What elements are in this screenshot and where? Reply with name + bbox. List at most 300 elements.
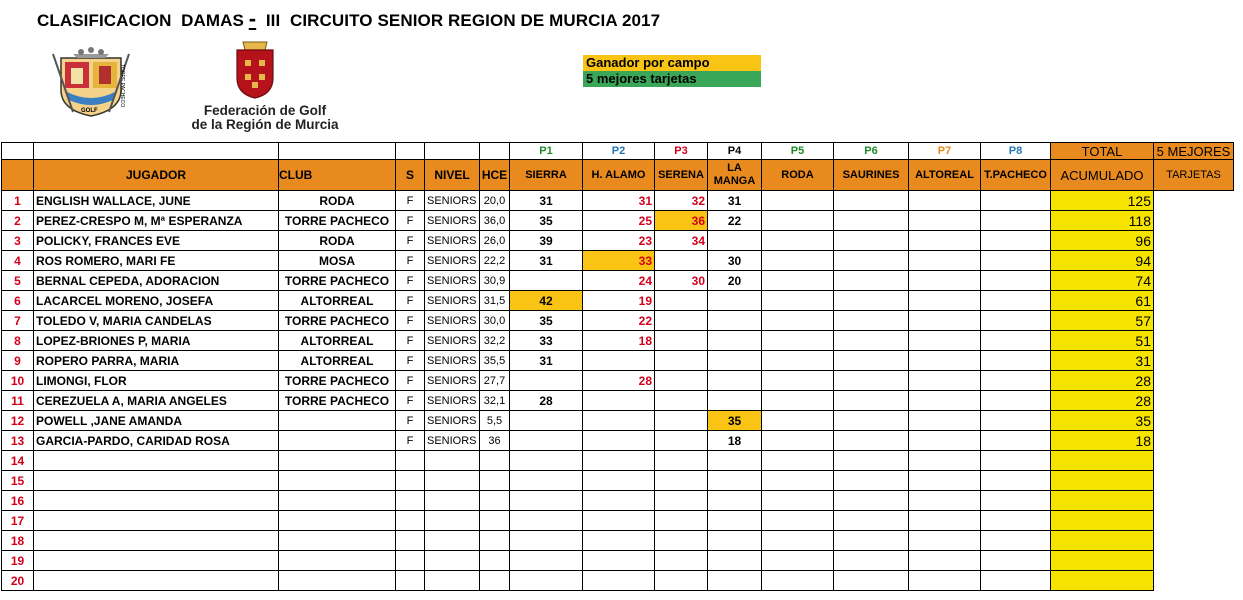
- header-blank-cell: [425, 143, 480, 160]
- score-cell: [981, 211, 1051, 231]
- jugador-header: JUGADOR: [34, 160, 279, 191]
- score-cell: [981, 471, 1051, 491]
- legend: [583, 55, 761, 87]
- total-cell: [1051, 451, 1154, 471]
- score-cell: [762, 351, 834, 371]
- course-header-7: ALTOREAL: [909, 160, 981, 191]
- row-number: 19: [2, 551, 34, 571]
- hce-header: HCE: [480, 160, 510, 191]
- score-cell: 33: [510, 331, 583, 351]
- course-header-3: SERENA: [655, 160, 708, 191]
- course-header-5: RODA: [762, 160, 834, 191]
- score-cell: 31: [583, 191, 655, 211]
- table-row: [2, 331, 1234, 351]
- header-blank-cell: [34, 143, 279, 160]
- best-cards-header: 5 MEJORES: [1154, 143, 1234, 160]
- player-level: SENIORS: [425, 291, 480, 311]
- score-cell: [655, 571, 708, 591]
- score-cell: [583, 531, 655, 551]
- score-cell: [655, 451, 708, 471]
- player-club: TORRE PACHECO: [279, 391, 396, 411]
- player-level: SENIORS: [425, 391, 480, 411]
- score-cell: [981, 191, 1051, 211]
- score-cell: [583, 511, 655, 531]
- score-cell: 42: [510, 291, 583, 311]
- row-number: 8: [2, 331, 34, 351]
- round-label-6: P6: [834, 143, 909, 160]
- round-label-1: P1: [510, 143, 583, 160]
- best-cards-cell: [1154, 191, 1234, 211]
- table-row: [2, 451, 1234, 471]
- header-blank-cell: [480, 143, 510, 160]
- score-cell: [834, 311, 909, 331]
- table-row: [2, 391, 1234, 411]
- score-cell: 22: [708, 211, 762, 231]
- score-cell: [834, 231, 909, 251]
- score-cell: [655, 491, 708, 511]
- score-cell: [981, 311, 1051, 331]
- score-cell: [708, 571, 762, 591]
- score-cell: [708, 491, 762, 511]
- score-cell: [762, 271, 834, 291]
- best-cards-cell: [1154, 511, 1234, 531]
- score-cell: [981, 551, 1051, 571]
- player-name: LACARCEL MORENO, JOSEFA: [34, 291, 279, 311]
- player-handicap: [480, 471, 510, 491]
- player-club: MOSA: [279, 251, 396, 271]
- score-cell: 31: [510, 351, 583, 371]
- score-cell: [981, 371, 1051, 391]
- row-number: 10: [2, 371, 34, 391]
- player-name: [34, 511, 279, 531]
- player-club: [279, 471, 396, 491]
- round-label-4: P4: [708, 143, 762, 160]
- score-cell: [762, 331, 834, 351]
- table-row: [2, 291, 1234, 311]
- score-cell: [655, 551, 708, 571]
- row-number: 9: [2, 351, 34, 371]
- score-cell: [834, 391, 909, 411]
- federation-logo: [185, 38, 345, 133]
- best-cards-cell: [1154, 271, 1234, 291]
- score-cell: [909, 331, 981, 351]
- player-name: [34, 451, 279, 471]
- player-handicap: 32,1: [480, 391, 510, 411]
- score-cell: [909, 571, 981, 591]
- table-row: [2, 411, 1234, 431]
- total-cell: 28: [1051, 371, 1154, 391]
- row-number: 20: [2, 571, 34, 591]
- player-name: ROS ROMERO, MARI FE: [34, 251, 279, 271]
- row-number: 13: [2, 431, 34, 451]
- score-cell: [762, 491, 834, 511]
- table-row: [2, 531, 1234, 551]
- score-cell: [981, 531, 1051, 551]
- table-row: [2, 571, 1234, 591]
- player-level: SENIORS: [425, 411, 480, 431]
- course-header-2: H. ALAMO: [583, 160, 655, 191]
- score-cell: [655, 371, 708, 391]
- score-cell: [909, 291, 981, 311]
- header-blank-cell: [279, 143, 396, 160]
- total-cell: [1051, 531, 1154, 551]
- score-cell: [834, 551, 909, 571]
- score-cell: [981, 491, 1051, 511]
- score-cell: [708, 351, 762, 371]
- score-cell: 23: [583, 231, 655, 251]
- total-cell: 51: [1051, 331, 1154, 351]
- score-cell: 39: [510, 231, 583, 251]
- club-header: CLUB: [279, 160, 396, 191]
- player-club: [279, 431, 396, 451]
- player-level: SENIORS: [425, 311, 480, 331]
- s-header: S: [396, 160, 425, 191]
- score-cell: [762, 391, 834, 411]
- player-club: ALTORREAL: [279, 331, 396, 351]
- score-cell: [583, 431, 655, 451]
- player-level: [425, 571, 480, 591]
- player-handicap: 35,5: [480, 351, 510, 371]
- standings-table: [1, 142, 1234, 591]
- total-cell: 96: [1051, 231, 1154, 251]
- score-cell: [762, 551, 834, 571]
- score-cell: [834, 331, 909, 351]
- player-club: RODA: [279, 191, 396, 211]
- score-cell: 28: [510, 391, 583, 411]
- player-handicap: [480, 491, 510, 511]
- player-name: LOPEZ-BRIONES P, MARIA: [34, 331, 279, 351]
- player-name: CEREZUELA A, MARIA ANGELES: [34, 391, 279, 411]
- player-name: [34, 471, 279, 491]
- best-cards-cell: [1154, 351, 1234, 371]
- row-number: 14: [2, 451, 34, 471]
- player-sex: F: [396, 271, 425, 291]
- player-name: [34, 571, 279, 591]
- table-row: [2, 551, 1234, 571]
- nivel-header: NIVEL: [425, 160, 480, 191]
- player-sex: F: [396, 191, 425, 211]
- score-cell: [762, 371, 834, 391]
- player-name: TOLEDO V, MARIA CANDELAS: [34, 311, 279, 331]
- score-cell: [834, 411, 909, 431]
- player-club: TORRE PACHECO: [279, 371, 396, 391]
- row-number: 7: [2, 311, 34, 331]
- score-cell: [762, 231, 834, 251]
- player-sex: F: [396, 251, 425, 271]
- score-cell: [981, 571, 1051, 591]
- score-cell: 35: [510, 311, 583, 331]
- player-name: PEREZ-CRESPO M, Mª ESPERANZA: [34, 211, 279, 231]
- score-cell: [981, 291, 1051, 311]
- player-handicap: 26,0: [480, 231, 510, 251]
- table-row: [2, 271, 1234, 291]
- best-cards-cell: [1154, 291, 1234, 311]
- score-cell: [981, 431, 1051, 451]
- row-number: 17: [2, 511, 34, 531]
- score-cell: [655, 531, 708, 551]
- player-handicap: 22,2: [480, 251, 510, 271]
- score-cell: [762, 191, 834, 211]
- score-cell: [655, 511, 708, 531]
- score-cell: [834, 531, 909, 551]
- player-name: ENGLISH WALLACE, JUNE: [34, 191, 279, 211]
- player-handicap: [480, 571, 510, 591]
- score-cell: [909, 251, 981, 271]
- player-level: SENIORS: [425, 371, 480, 391]
- score-cell: [834, 251, 909, 271]
- header-blank-cell: [2, 143, 34, 160]
- score-cell: [909, 511, 981, 531]
- score-cell: [655, 351, 708, 371]
- score-cell: [834, 291, 909, 311]
- player-name: POWELL ,JANE AMANDA: [34, 411, 279, 431]
- player-level: [425, 511, 480, 531]
- score-cell: [762, 431, 834, 451]
- player-club: [279, 531, 396, 551]
- acumulado-header: ACUMULADO: [1051, 160, 1154, 191]
- score-cell: [909, 471, 981, 491]
- score-cell: [834, 511, 909, 531]
- score-cell: 20: [708, 271, 762, 291]
- score-cell: [909, 391, 981, 411]
- player-club: ALTORREAL: [279, 351, 396, 371]
- best-cards-cell: [1154, 371, 1234, 391]
- player-sex: [396, 551, 425, 571]
- score-cell: [981, 251, 1051, 271]
- row-number: 3: [2, 231, 34, 251]
- player-sex: [396, 451, 425, 471]
- score-cell: [762, 411, 834, 431]
- total-cell: 61: [1051, 291, 1154, 311]
- score-cell: [834, 451, 909, 471]
- score-cell: [834, 271, 909, 291]
- player-name: [34, 551, 279, 571]
- total-cell: 74: [1051, 271, 1154, 291]
- player-sex: F: [396, 331, 425, 351]
- player-level: [425, 471, 480, 491]
- federation-line-1: Federación de Golf: [203, 103, 327, 118]
- player-club: [279, 411, 396, 431]
- score-cell: [909, 311, 981, 331]
- legend-best-cards: 5 mejores tarjetas: [583, 71, 761, 87]
- player-handicap: [480, 531, 510, 551]
- table-row: [2, 371, 1234, 391]
- table-row: [2, 251, 1234, 271]
- player-club: ALTORREAL: [279, 291, 396, 311]
- score-cell: 35: [510, 211, 583, 231]
- score-cell: [708, 511, 762, 531]
- score-cell: [834, 491, 909, 511]
- best-cards-cell: [1154, 451, 1234, 471]
- player-sex: F: [396, 231, 425, 251]
- score-cell: 34: [655, 231, 708, 251]
- table-row: [2, 471, 1234, 491]
- score-cell: [510, 551, 583, 571]
- score-cell: [583, 471, 655, 491]
- score-cell: 18: [708, 431, 762, 451]
- player-sex: F: [396, 211, 425, 231]
- score-cell: [909, 191, 981, 211]
- player-sex: [396, 491, 425, 511]
- score-cell: [510, 451, 583, 471]
- total-header: TOTAL: [1051, 143, 1154, 160]
- course-header-8: T.PACHECO: [981, 160, 1051, 191]
- best-cards-cell: [1154, 411, 1234, 431]
- player-sex: F: [396, 431, 425, 451]
- table-row: [2, 511, 1234, 531]
- score-cell: 36: [655, 211, 708, 231]
- score-cell: [655, 471, 708, 491]
- score-cell: [909, 371, 981, 391]
- score-cell: [762, 211, 834, 231]
- score-cell: [510, 471, 583, 491]
- club-logo: GOLF TORRE PACHECO: [43, 44, 139, 120]
- table-row: [2, 191, 1234, 211]
- player-club: [279, 511, 396, 531]
- score-cell: [981, 231, 1051, 251]
- best-cards-cell: [1154, 431, 1234, 451]
- score-cell: [909, 431, 981, 451]
- score-cell: [655, 411, 708, 431]
- table-row: [2, 231, 1234, 251]
- round-label-7: P7: [909, 143, 981, 160]
- header-round-row: [2, 143, 1234, 160]
- row-number: 16: [2, 491, 34, 511]
- score-cell: [762, 451, 834, 471]
- total-cell: 94: [1051, 251, 1154, 271]
- row-number: 18: [2, 531, 34, 551]
- player-level: [425, 531, 480, 551]
- score-cell: 25: [583, 211, 655, 231]
- score-cell: [762, 571, 834, 591]
- total-cell: 28: [1051, 391, 1154, 411]
- player-level: SENIORS: [425, 211, 480, 231]
- score-cell: [583, 411, 655, 431]
- score-cell: [655, 391, 708, 411]
- score-cell: [834, 351, 909, 371]
- row-number: 12: [2, 411, 34, 431]
- player-handicap: 36,0: [480, 211, 510, 231]
- total-cell: [1051, 571, 1154, 591]
- score-cell: [909, 551, 981, 571]
- score-cell: [762, 251, 834, 271]
- table-row: [2, 491, 1234, 511]
- player-club: RODA: [279, 231, 396, 251]
- score-cell: [981, 391, 1051, 411]
- player-handicap: [480, 511, 510, 531]
- row-number: 1: [2, 191, 34, 211]
- score-cell: [708, 371, 762, 391]
- player-handicap: 5,5: [480, 411, 510, 431]
- player-handicap: [480, 551, 510, 571]
- course-header-6: SAURINES: [834, 160, 909, 191]
- score-cell: 31: [708, 191, 762, 211]
- score-cell: [708, 531, 762, 551]
- score-cell: [655, 291, 708, 311]
- best-cards-cell: [1154, 571, 1234, 591]
- best-cards-cell: [1154, 231, 1234, 251]
- best-cards-cell: [1154, 331, 1234, 351]
- score-cell: [655, 311, 708, 331]
- score-cell: [981, 411, 1051, 431]
- player-sex: F: [396, 391, 425, 411]
- score-cell: [708, 471, 762, 491]
- score-cell: [981, 451, 1051, 471]
- score-cell: [708, 231, 762, 251]
- player-name: BERNAL CEPEDA, ADORACION: [34, 271, 279, 291]
- player-handicap: 32,2: [480, 331, 510, 351]
- row-number: 5: [2, 271, 34, 291]
- player-name: POLICKY, FRANCES EVE: [34, 231, 279, 251]
- score-cell: [834, 571, 909, 591]
- score-cell: 35: [708, 411, 762, 431]
- player-name: LIMONGI, FLOR: [34, 371, 279, 391]
- player-club: TORRE PACHECO: [279, 211, 396, 231]
- player-sex: F: [396, 291, 425, 311]
- player-level: SENIORS: [425, 331, 480, 351]
- total-cell: [1051, 491, 1154, 511]
- total-cell: 57: [1051, 311, 1154, 331]
- player-level: SENIORS: [425, 251, 480, 271]
- federation-line-2: de la Región de Murcia: [191, 117, 339, 132]
- row-number: 4: [2, 251, 34, 271]
- player-sex: [396, 471, 425, 491]
- score-cell: [510, 271, 583, 291]
- murcia-crest-icon: [237, 42, 273, 98]
- score-cell: [762, 531, 834, 551]
- total-cell: 118: [1051, 211, 1154, 231]
- score-cell: [510, 431, 583, 451]
- player-level: [425, 551, 480, 571]
- player-name: GARCIA-PARDO, CARIDAD ROSA: [34, 431, 279, 451]
- player-sex: [396, 531, 425, 551]
- score-cell: 32: [655, 191, 708, 211]
- course-header-1: SIERRA: [510, 160, 583, 191]
- score-cell: [909, 451, 981, 471]
- player-handicap: 27,7: [480, 371, 510, 391]
- score-cell: 30: [708, 251, 762, 271]
- course-header-4: LA MANGA: [708, 160, 762, 191]
- player-level: SENIORS: [425, 351, 480, 371]
- total-cell: [1051, 551, 1154, 571]
- player-sex: F: [396, 371, 425, 391]
- total-cell: [1051, 471, 1154, 491]
- player-level: [425, 491, 480, 511]
- score-cell: [762, 291, 834, 311]
- score-cell: [909, 211, 981, 231]
- best-cards-cell: [1154, 251, 1234, 271]
- score-cell: [510, 411, 583, 431]
- player-handicap: 30,0: [480, 311, 510, 331]
- best-cards-cell: [1154, 491, 1234, 511]
- score-cell: [834, 471, 909, 491]
- player-level: [425, 451, 480, 471]
- best-cards-cell: [1154, 531, 1234, 551]
- score-cell: [834, 211, 909, 231]
- player-name: [34, 531, 279, 551]
- round-label-5: P5: [762, 143, 834, 160]
- score-cell: [762, 511, 834, 531]
- score-cell: [510, 371, 583, 391]
- round-label-8: P8: [981, 143, 1051, 160]
- player-level: SENIORS: [425, 231, 480, 251]
- player-club: [279, 571, 396, 591]
- score-cell: [708, 291, 762, 311]
- score-cell: [708, 391, 762, 411]
- player-level: SENIORS: [425, 191, 480, 211]
- table-row: [2, 351, 1234, 371]
- player-sex: [396, 571, 425, 591]
